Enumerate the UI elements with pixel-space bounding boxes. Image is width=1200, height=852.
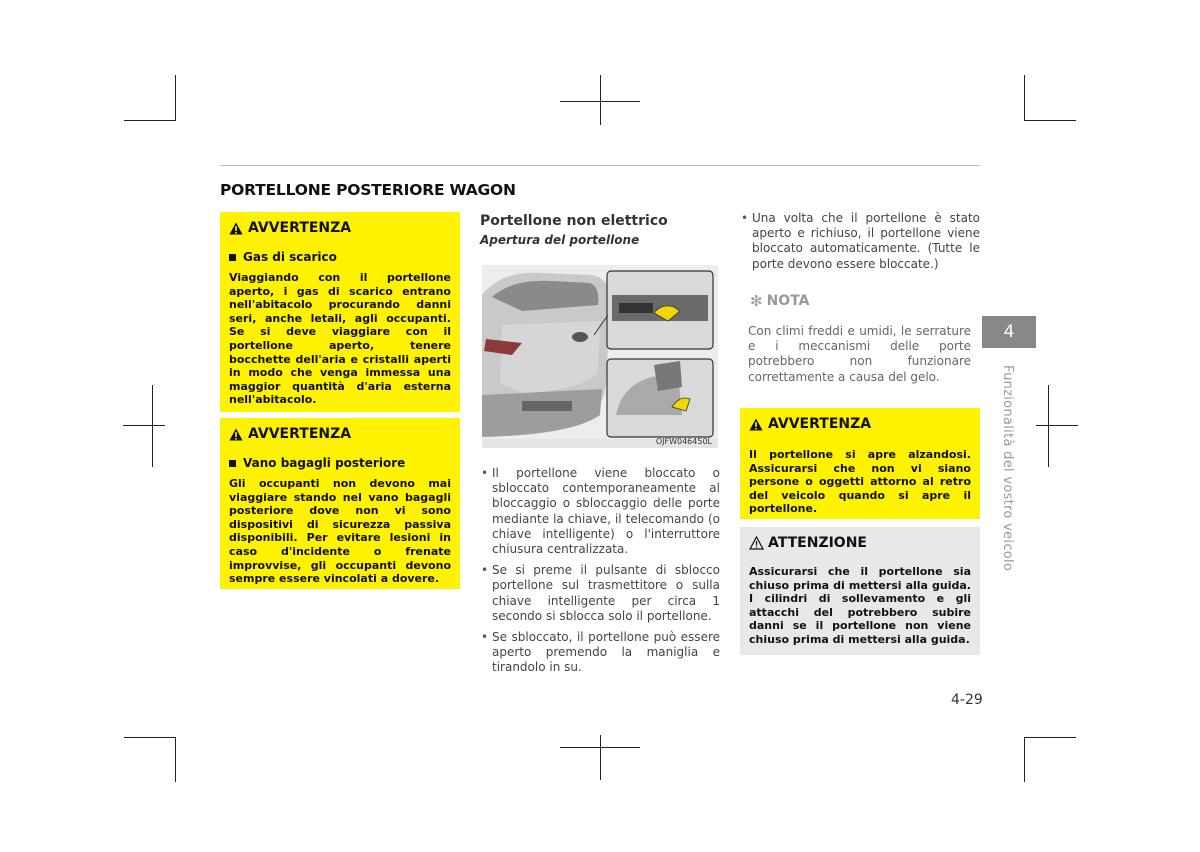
caution-triangle-icon: [749, 536, 764, 550]
chapter-title: Funzionalità del vostro veicolo: [1000, 365, 1015, 572]
warning-triangle-icon: [229, 222, 243, 235]
caution-heading: ATTENZIONE: [768, 535, 867, 551]
square-bullet-icon: [229, 254, 236, 261]
warning-heading: AVVERTENZA: [248, 220, 352, 236]
warning-triangle-icon: [229, 428, 243, 441]
warning-body: Gli occupanti non devono mai viaggiare stando nel vano bagagli posteriore dove non vi sono dispositivi di sicurezza passiva disponibili. Per evitare lesioni in caso d'incidente o frenate improvvise, gli occupanti devono sempre essere vincolati a dovere.: [229, 477, 451, 586]
section-heading: Portellone non elettrico: [480, 213, 668, 229]
list-item: • Il portellone viene bloccato o sbloccato contemporaneamente al bloccaggio o sbloccaggio delle porte mediante la chiave, il telecomando (o chiave intelligente) o l'interruttore chiusura centralizzata.: [480, 466, 720, 557]
warning-subheading: Gas di scarico: [243, 250, 337, 264]
page-number: 4-29: [951, 692, 983, 708]
asterisk-icon: ✻: [750, 292, 763, 310]
header-rule: [220, 165, 980, 166]
right-bullet-list: [740, 211, 980, 278]
warning-box-opening: [740, 408, 980, 519]
warning-body: Il portellone si apre alzandosi. Assicurarsi che non vi siano persone o oggetti attorno al retro del veicolo quando si apre il portellone.: [749, 448, 971, 516]
tailgate-figure: [482, 265, 718, 448]
list-item: • Una volta che il portellone è stato aperto e richiuso, il portellone viene bloccato automaticamente. (Tutte le porte devono essere bloccate.): [740, 211, 980, 272]
nota-body: Con climi freddi e umidi, le serrature e i meccanismi delle porte potrebbero non funzionare correttamente a causa del gelo.: [748, 324, 971, 384]
warning-subheading: Vano bagagli posteriore: [243, 456, 406, 470]
nota-heading: NOTA: [766, 293, 810, 309]
chapter-tab: 4: [982, 316, 1036, 348]
warning-triangle-icon: [749, 418, 763, 431]
section-subheading: Apertura del portellone: [480, 233, 640, 247]
caution-box: [740, 527, 980, 655]
car-rear-illustration: [482, 265, 718, 448]
figure-code: OJFW046450L: [655, 437, 712, 446]
list-item: • Se si preme il pulsante di sblocco portellone sul trasmettitore o sulla chiave intelligente per circa 1 secondo si sblocca solo il portellone.: [480, 563, 720, 624]
warning-box-exhaust: [220, 212, 460, 412]
nota-header: [750, 292, 810, 310]
warning-heading: AVVERTENZA: [248, 426, 352, 442]
warning-box-cargo: [220, 418, 460, 589]
square-bullet-icon: [229, 460, 236, 467]
caution-body: Assicurarsi che il portellone sia chiuso prima di mettersi alla guida. I cilindri di sollevamento e gli attacchi del potrebbero subire danni se il portellone non viene chiuso prima di mettersi alla guida.: [749, 565, 971, 646]
list-item: • Se sbloccato, il portellone può essere aperto premendo la maniglia e tirandolo in su.: [480, 630, 720, 676]
middle-bullet-list: [480, 466, 720, 682]
warning-heading: AVVERTENZA: [768, 416, 872, 432]
warning-body: Viaggiando con il portellone aperto, i gas di scarico entrano nell'abitacolo procurando danni seri, anche letali, agli occupanti. Se si deve viaggiare con il portellone aperto, tenere bocchette dell'aria e cristalli aperti in modo che venga immessa una maggior quantità d'aria esterna nell'abitacolo.: [229, 271, 451, 407]
page-title: PORTELLONE POSTERIORE WAGON: [220, 181, 516, 199]
